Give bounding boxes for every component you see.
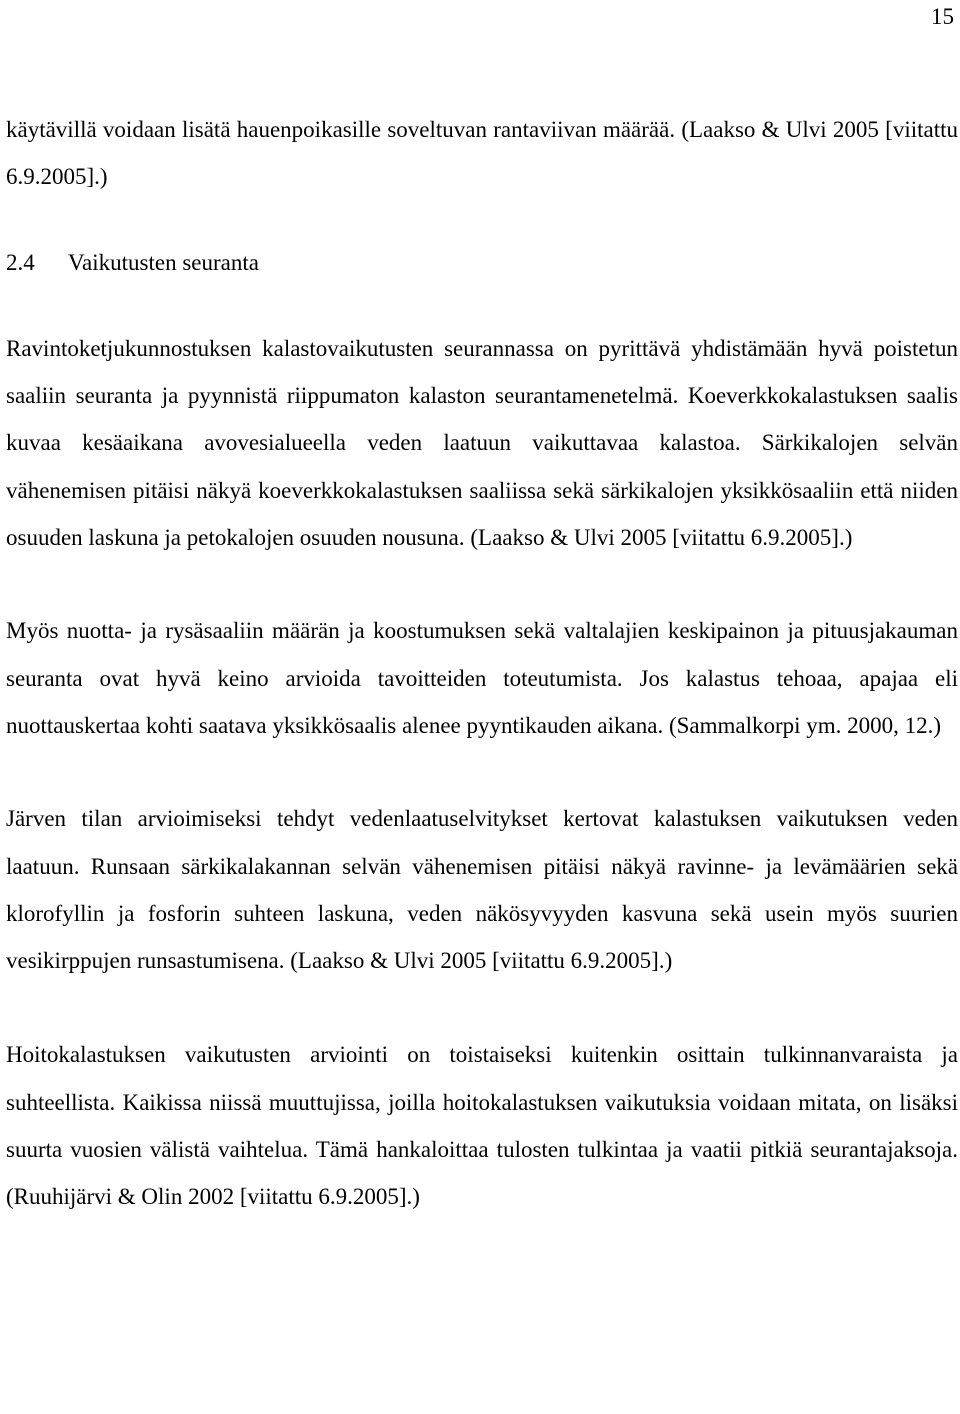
document-body: [6, 106, 958, 1221]
paragraph-water-quality: Järven tilan arvioimiseksi tehdyt vedenlaatuselvitykset kertovat kalastuksen vaikutuksen veden laatuun. Runsaan särkikalakannan selvän vähenemisen pitäisi näkyä ravinne- ja levämäärien sekä klorofyllin ja fosforin suhteen laskuna, veden näkösyvyyden kasvuna sekä usein myös suurien vesikirppujen runsastumisena. (Laakso & Ulvi 2005 [viitattu 6.9.2005].): [6, 806, 958, 974]
section-number: 2.4: [6, 249, 35, 275]
page-number: 15: [931, 4, 954, 29]
paragraph-continuation: käytävillä voidaan lisätä hauenpoikasille soveltuvan rantaviivan määrää. (Laakso & Ulvi 2005 [viitattu 6.9.2005].): [6, 117, 958, 190]
paragraph-evaluation: Hoitokalastuksen vaikutusten arviointi on toistaiseksi kuitenkin osittain tulkinnanvaraista ja suhteellista. Kaikissa niissä muuttujissa, joilla hoitokalastuksen vaikutuksia voidaan mitata, on lisäksi suurta vuosien välistä vaihtelua. Tämä hankaloittaa tulosten tulkintaa ja vaatii pitkiä seurantajaksoja. (Ruuhijärvi & Olin 2002 [viitattu 6.9.2005].): [6, 1042, 958, 1210]
section-title: Vaikutusten seuranta: [68, 249, 259, 275]
paragraph-monitoring-methods: Ravintoketjukunnostuksen kalastovaikutusten seurannassa on pyrittävä yhdistämään hyvä poistetun saaliin seuranta ja pyynnistä riippumaton kalaston seurantamenetelmä. Koeverkkokalastuksen saalis kuvaa kesäaikana avovesialueella veden laatuun vaikuttavaa kalastoa. Särkikalojen selvän vähenemisen pitäisi näkyä koeverkkokalastuksen saaliissa sekä särkikalojen yksikkösaaliin että niiden osuuden laskuna ja petokalojen osuuden nousuna. (Laakso & Ulvi 2005 [viitattu 6.9.2005].): [6, 335, 958, 551]
paragraph-seine-catch: Myös nuotta- ja rysäsaaliin määrän ja koostumuksen sekä valtalajien keskipainon ja pituusjakauman seuranta ovat hyvä keino arvioida tavoitteiden toteutumista. Jos kalastus tehoaa, apajaa eli nuottauskertaa kohti saatava yksikkösaalis alenee pyyntikauden aikana. (Sammalkorpi ym. 2000, 12.): [6, 618, 958, 738]
section-heading: [6, 239, 958, 286]
